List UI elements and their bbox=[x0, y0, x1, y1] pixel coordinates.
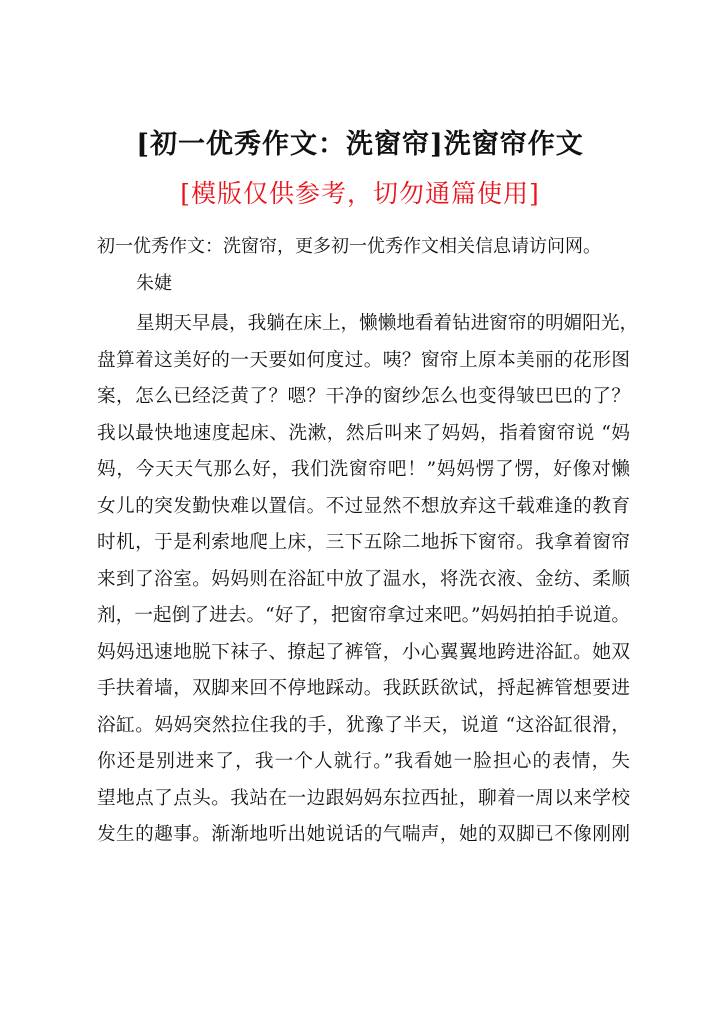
body-line: 星期天早晨，我躺在床上，懒懒地看着钻进窗帘的明媚阳光， bbox=[136, 313, 639, 334]
body-line: 妈，今天天气那么好，我们洗窗帘吧！”妈妈愣了愣，好像对懒 bbox=[97, 459, 630, 480]
template-notice: [模版仅供参考，切勿通篇使用] bbox=[180, 179, 540, 208]
body-line: 手扶着墙，双脚来回不停地踩动。我跃跃欲试，捋起裤管想要进 bbox=[97, 678, 630, 699]
body-line: 案，怎么已经泛黄了？嗯？干净的窗纱怎么也变得皱巴巴的了？ bbox=[97, 386, 630, 407]
body-line: 你还是别进来了，我一个人就行。”我看她一脸担心的表情，失 bbox=[97, 751, 630, 772]
essay-body bbox=[97, 306, 639, 854]
body-line: 发生的趣事。渐渐地听出她说话的气喘声，她的双脚已不像刚刚 bbox=[97, 824, 630, 845]
body-line: 我以最快地速度起床、洗漱，然后叫来了妈妈，指着窗帘说 “妈 bbox=[97, 422, 630, 444]
document-title: [初一优秀作文：洗窗帘]洗窗帘作文 bbox=[136, 129, 584, 160]
body-line: 剂，一起倒了进去。“好了，把窗帘拿过来吧。”妈妈拍拍手说道。 bbox=[97, 605, 630, 626]
body-line: 来到了浴室。妈妈则在浴缸中放了温水，将洗衣液、金纺、柔顺 bbox=[97, 568, 630, 590]
body-line: 妈妈迅速地脱下袜子、撩起了裤管，小心翼翼地跨进浴缸。她双 bbox=[97, 641, 630, 663]
intro-paragraph: 初一优秀作文：洗窗帘，更多初一优秀作文相关信息请访问网。 bbox=[97, 236, 601, 257]
body-line: 浴缸。妈妈突然拉住我的手，犹豫了半天，说道 “这浴缸很滑， bbox=[97, 714, 630, 736]
body-line: 盘算着这美好的一天要如何度过。咦？窗帘上原本美丽的花形图 bbox=[97, 349, 630, 371]
author-name: 朱婕 bbox=[136, 273, 172, 294]
body-line: 女儿的突发勤快难以置信。不过显然不想放弃这千载难逢的教育 bbox=[97, 495, 630, 517]
body-line: 望地点了点头。我站在一边跟妈妈东拉西扯，聊着一周以来学校 bbox=[97, 787, 630, 809]
body-line: 时机，于是利索地爬上床，三下五除二地拆下窗帘。我拿着窗帘 bbox=[97, 532, 630, 553]
